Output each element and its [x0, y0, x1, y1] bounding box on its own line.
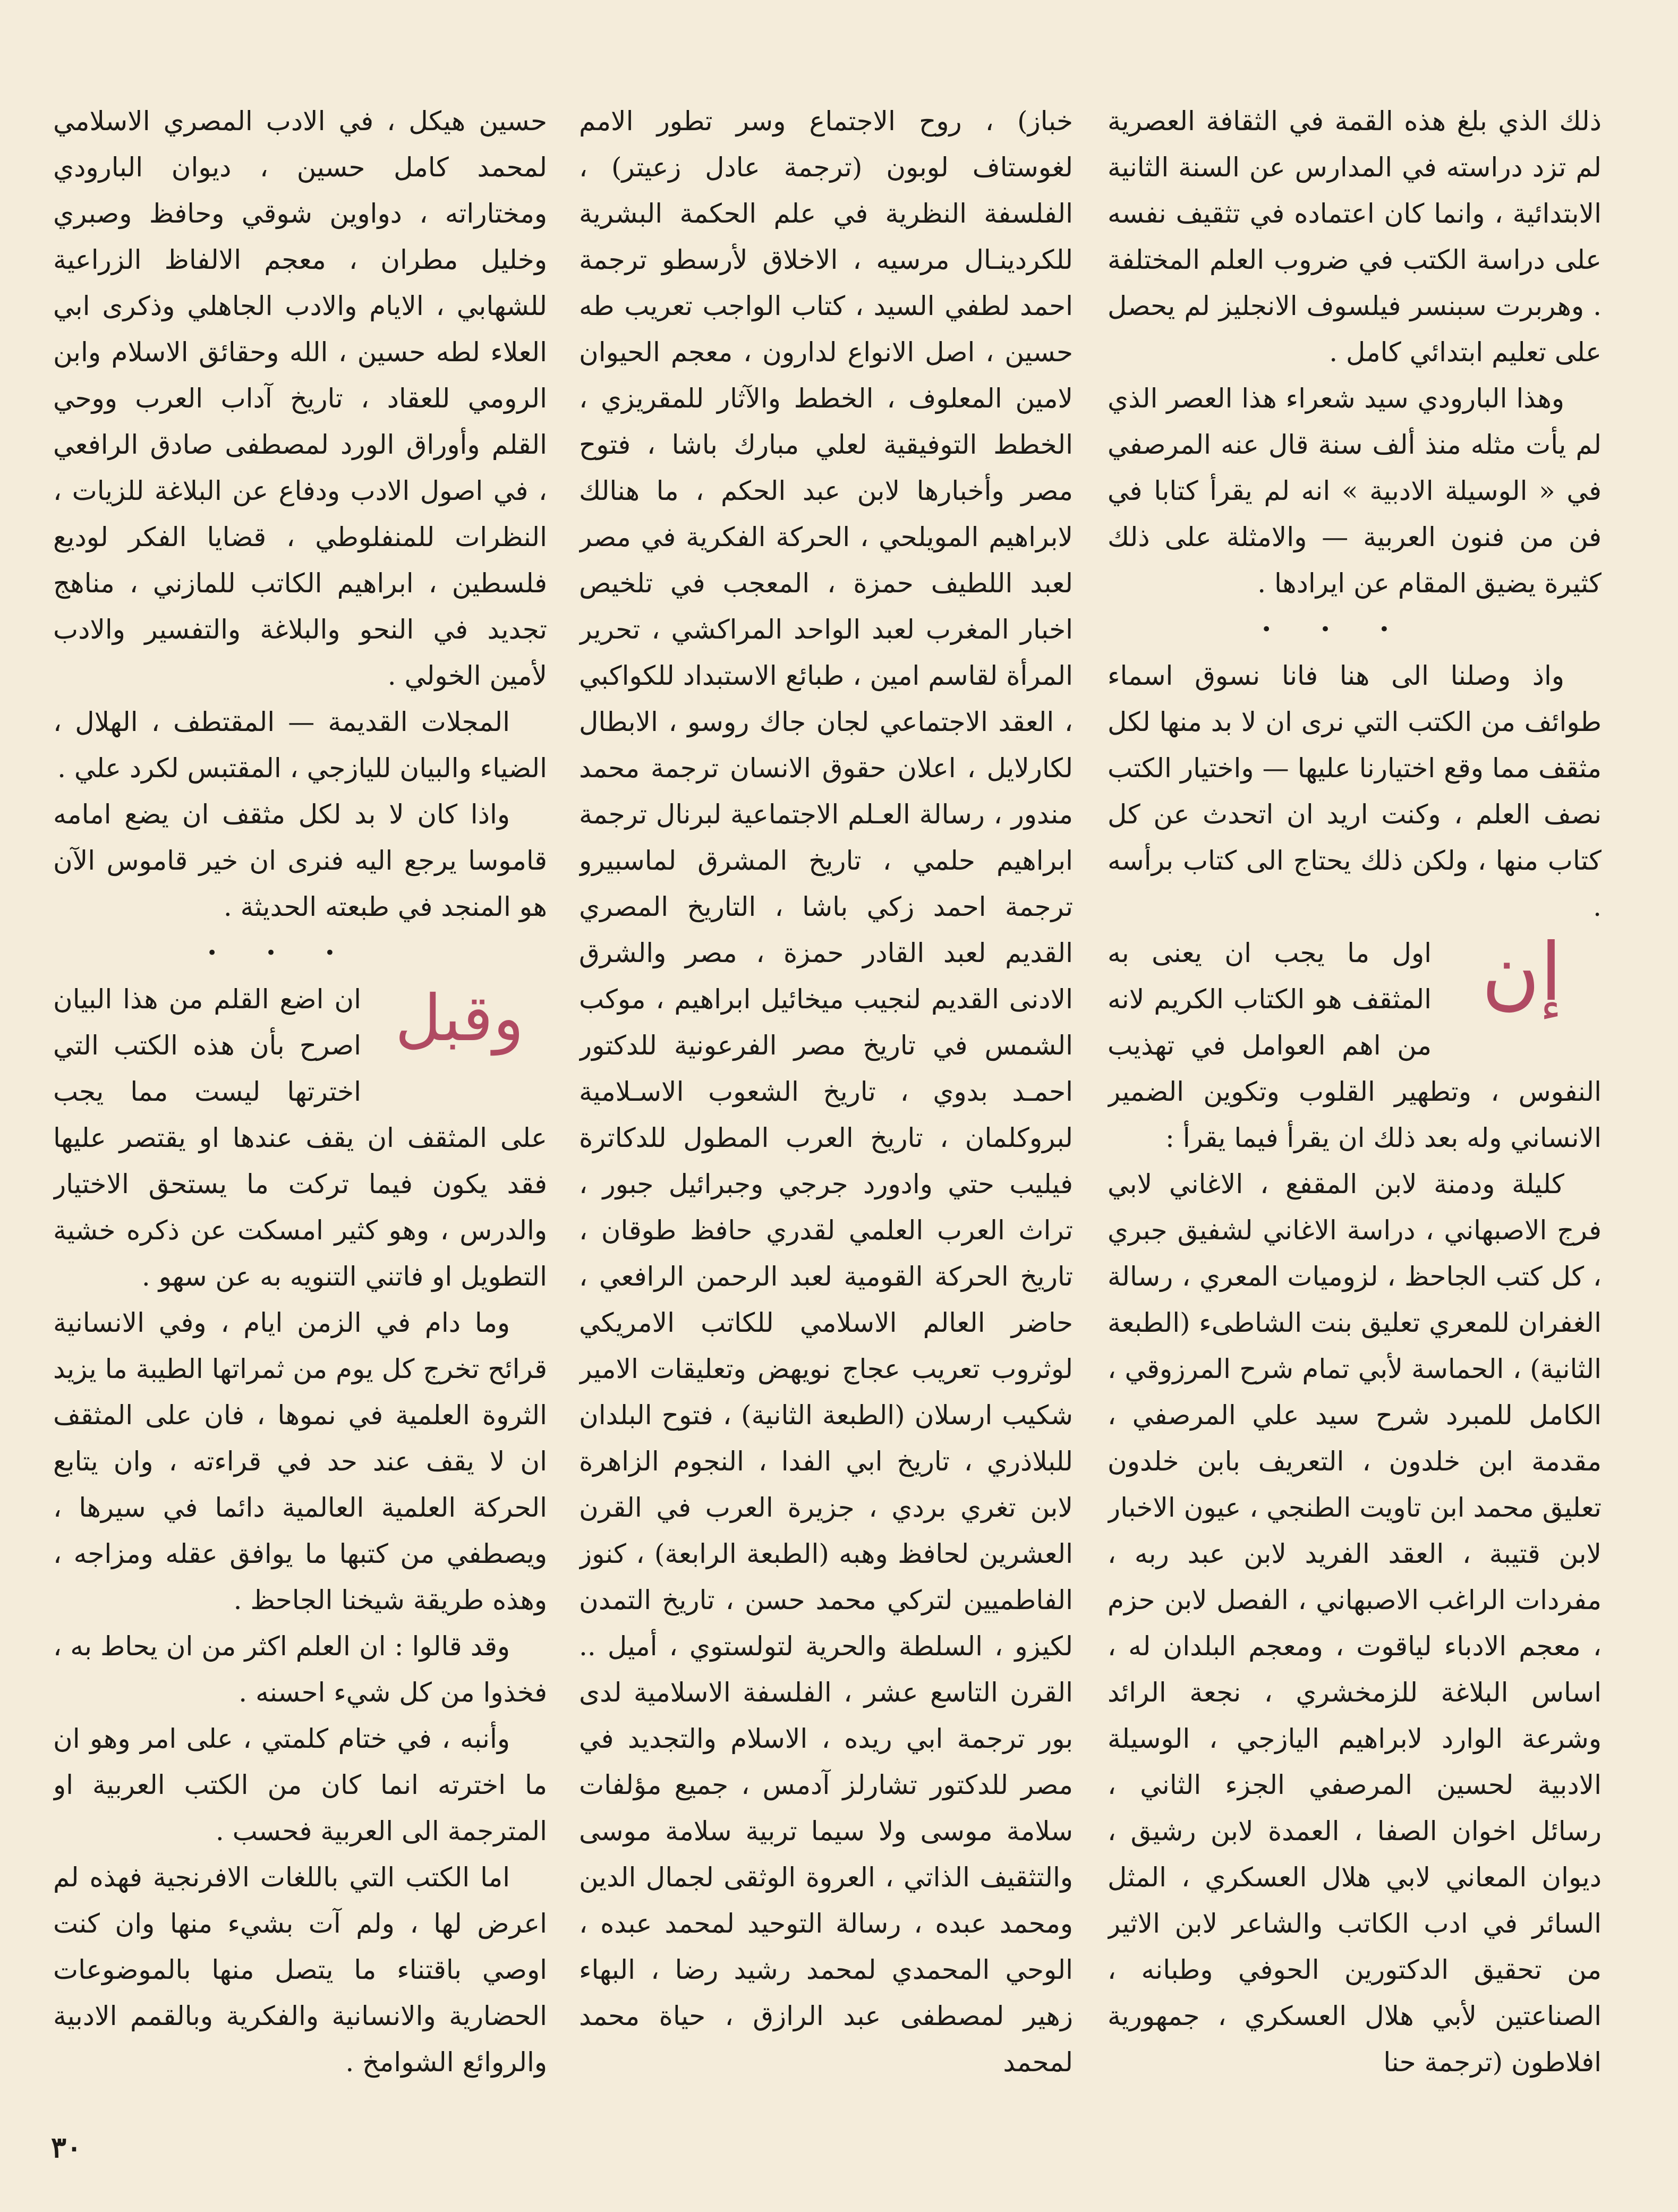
section-separator: • • •	[1261, 619, 1411, 640]
paragraph: واذ وصلنا الى هنا فانا نسوق اسماء طوائف من الكتب التي نرى ان لا بد منها لكل مثقف مما وقع اختيارنا عليها — واختيار الكتب نصف العلم ، وكنت اريد ان اتحدث عن كل كتاب منها ، ولكن ذلك يحتاج الى كتاب برأسه .	[1108, 660, 1602, 922]
paragraph: وما دام في الزمن ايام ، وفي الانسانية قرائح تخرج كل يوم من ثمراتها الطيبة ما يزيد الثروة العلمية في نموها ، فان على المثقف ان لا يقف عند حد في قراءته ، وان يتابع الحركة العلمية العالمية دائما في سيرها ، ويصطفي من كتبها ما يوافق عقله ومزاجه ، وهذه طريقة شيخنا الجاحظ .	[53, 1307, 547, 1615]
paragraph: اما الكتب التي باللغات الافرنجية فهذه لم اعرض لها ، ولم آت بشيء منها وان كنت اوصي باقتناء ما يتصل منها بالموضوعات الحضارية والانسانية والفكرية وبالقمم الادبية والروائع الشوامخ .	[53, 1862, 547, 2078]
text-column-left	[53, 98, 547, 2117]
book-list-paragraph: كليلة ودمنة لابن المقفع ، الاغاني لابي فرج الاصبهاني ، دراسة الاغاني لشفيق جبري ، كل كتب الجاحظ ، لزوميات المعري ، رسالة الغفران للمعري تعليق بنت الشاطىء (الطبعة الثانية) ، الحماسة لأبي تمام شرح المرزوقي ، الكامل للمبرد شرح سيد علي المرصفي ، مقدمة ابن خلدون ، التعريف بابن خلدون تعليق محمد ابن تاويت الطنجي ، عيون الاخبار لابن قتيبة ، العقد الفريد لابن عبد ربه ، مفردات الراغب الاصبهاني ، الفصل لابن حزم ، معجم الادباء لياقوت ، ومعجم البلدان له ، اساس البلاغة للزمخشري ، نجعة الرائد وشرعة الوارد لابراهيم اليازجي ، الوسيلة الادبية لحسين المرصفي الجزء الثاني ، رسائل اخوان الصفا ، العمدة لابن رشيق ، ديوان المعاني لابي هلال العسكري ، المثل السائر في ادب الكاتب والشاعر لابن الاثير من تحقيق الدكتورين الحوفي وطبانه ، الصناعتين لأبي هلال العسكري ، جمهورية افلاطون (ترجمة حنا	[1108, 1169, 1602, 2078]
page-number: ٣٠	[51, 2130, 82, 2164]
paragraph: ذلك الذي بلغ هذه القمة في الثقافة العصرية لم تزد دراسته في المدارس عن السنة الثانية الابتدائية ، وانما كان اعتماده في تثقيف نفسه على دراسة الكتب في ضروب العلم المختلفة . وهربرت سبنسر فيلسوف الانجليز لم يحصل على تعليم ابتدائي كامل .	[1108, 106, 1602, 368]
text-column-right	[1108, 98, 1602, 2117]
book-list-paragraph: خباز) ، روح الاجتماع وسر تطور الامم لغوستاف لوبون (ترجمة عادل زعيتر) ، الفلسفة النظرية في علم الحكمة البشرية للكردينـال مرسيه ، الاخلاق لأرسطو ترجمة احمد لطفي السيد ، كتاب الواجب تعريب طه حسين ، اصل الانواع لدارون ، معجم الحيوان لامين المعلوف ، الخطط والآثار للمقريزي ، الخطط التوفيقية لعلي مبارك باشا ، فتوح مصر وأخبارها لابن عبد الحكم ، ما هنالك لابراهيم المويلحي ، الحركة الفكرية في مصر لعبد اللطيف حمزة ، المعجب في تلخيص اخبار المغرب لعبد الواحد المراكشي ، تحرير المرأة لقاسم امين ، طبائع الاستبداد للكواكبي ، العقد الاجتماعي لجان جاك روسو ، الابطال لكارلايل ، اعلان حقوق الانسان ترجمة محمد مندور ، رسالة العـلم الاجتماعية لبرنال ترجمة ابراهيم حلمي ، تاريخ المشرق لماسبيرو ترجمة احمد زكي باشا ، التاريخ المصري القديم لعبد القادر حمزة ، مصر والشرق الادنى القديم لنجيب ميخائيل ابراهيم ، موكب الشمس في تاريخ مصر الفرعونية للدكتور احمـد بدوي ، تاريخ الشعوب الاسـلامية لبروكلمان ، تاريخ العرب المطول للدكاترة فيليب حتي وادورد جرجي وجبرائيل جبور ، تراث العرب العلمي لقدري حافظ طوقان ، تاريخ الحركة القومية لعبد الرحمن الرافعي ، حاضر العالم الاسلامي للكاتب الامريكي لوثروب تعريب عجاج نويهض وتعليقات الامير شكيب ارسلان (الطبعة الثانية) ، فتوح البلدان للبلاذري ، تاريخ ابي الفدا ، النجوم الزاهرة لابن تغري بردي ، جزيرة العرب في القرن العشرين لحافظ وهبه (الطبعة الرابعة) ، كنوز الفاطميين لتركي محمد حسن ، تاريخ التمدن لكيزو ، السلطة والحرية لتولستوي ، أميل .. القرن التاسع عشر ، الفلسفة الاسلامية لدى بور ترجمة ابي ريده ، الاسلام والتجديد في مصر للدكتور تشارلز آدمس ، جميع مؤلفات سلامة موسى ولا سيما تربية سلامة موسى والتثقيف الذاتي ، العروة الوثقى لجمال الدين ومحمد عبده ، رسالة التوحيد لمحمد عبده ، الوحي المحمدي لمحمد رشيد رضا ، البهاء زهير لمصطفى عبد الرازق ، حياة محمد لمحمد	[579, 106, 1073, 2078]
section-separator: • • •	[207, 942, 356, 964]
paragraph: واذا كان لا بد لكل مثقف ان يضع امامه قاموسا يرجع اليه فنرى ان خير قاموس الآن هو المنجد في طبعته الحديثة .	[53, 799, 547, 922]
paragraph: وهذا البارودي سيد شعراء هذا العصر الذي لم يأت مثله منذ ألف سنة قال عنه المرصفي في « الوسيلة الادبية » انه لم يقرأ كتابا في فن من فنون العربية — والامثلة على ذلك كثيرة يضيق المقام عن ايرادها .	[1108, 383, 1602, 599]
paragraph: وأنبه ، في ختام كلمتي ، على امر وهو ان ما اخترته انما كان من الكتب العربية او المترجمة الى العربية فحسب .	[53, 1723, 547, 1847]
paragraph: اول ما يجب ان يعنى به المثقف هو الكتاب الكريم لانه من اهم العوامل في تهذيب النفوس ، وتطهير القلوب وتكوين الضمير الانساني وله بعد ذلك ان يقرأ فيما يقرأ :	[1108, 938, 1602, 1153]
drop-cap: وقبل	[395, 982, 524, 1056]
paragraph: ان اضع القلم من هذا البيان اصرح بأن هذه الكتب التي اخترتها ليست مما يجب على المثقف ان يقف عندها او يقتصر عليها فقد يكون فيما تركت ما يستحق الاختيار والدرس ، وهو كثير امسكت عن ذكره خشية التطويل او فاتني التنويه به عن سهو .	[53, 984, 547, 1292]
book-list-paragraph: حسين هيكل ، في الادب المصري الاسلامي لمحمد كامل حسين ، ديوان البارودي ومختاراته ، دواوين شوقي وحافظ وصبري وخليل مطران ، معجم الالفاظ الزراعية للشهابي ، الايام والادب الجاهلي وذكرى ابي العلاء لطه حسين ، الله وحقائق الاسلام وابن الرومي للعقاد ، تاريخ آداب العرب ووحي القلم وأوراق الورد لمصطفى صادق الرافعي ، في اصول الادب ودفاع عن البلاغة للزيات ، النظرات للمنفلوطي ، قضايا الفكر لوديع فلسطين ، ابراهيم الكاتب للمازني ، مناهج تجديد في النحو والبلاغة والتفسير والادب لأمين الخولي .	[53, 106, 547, 691]
paragraph: وقد قالوا : ان العلم اكثر من ان يحاط به ، فخذوا من كل شيء احسنه .	[53, 1631, 547, 1708]
paragraph: المجلات القديمة — المقتطف ، الهلال ، الضياء والبيان لليازجي ، المقتبس لكرد علي .	[53, 707, 547, 784]
text-column-middle	[579, 98, 1073, 2117]
drop-cap: إن	[1481, 926, 1562, 1019]
